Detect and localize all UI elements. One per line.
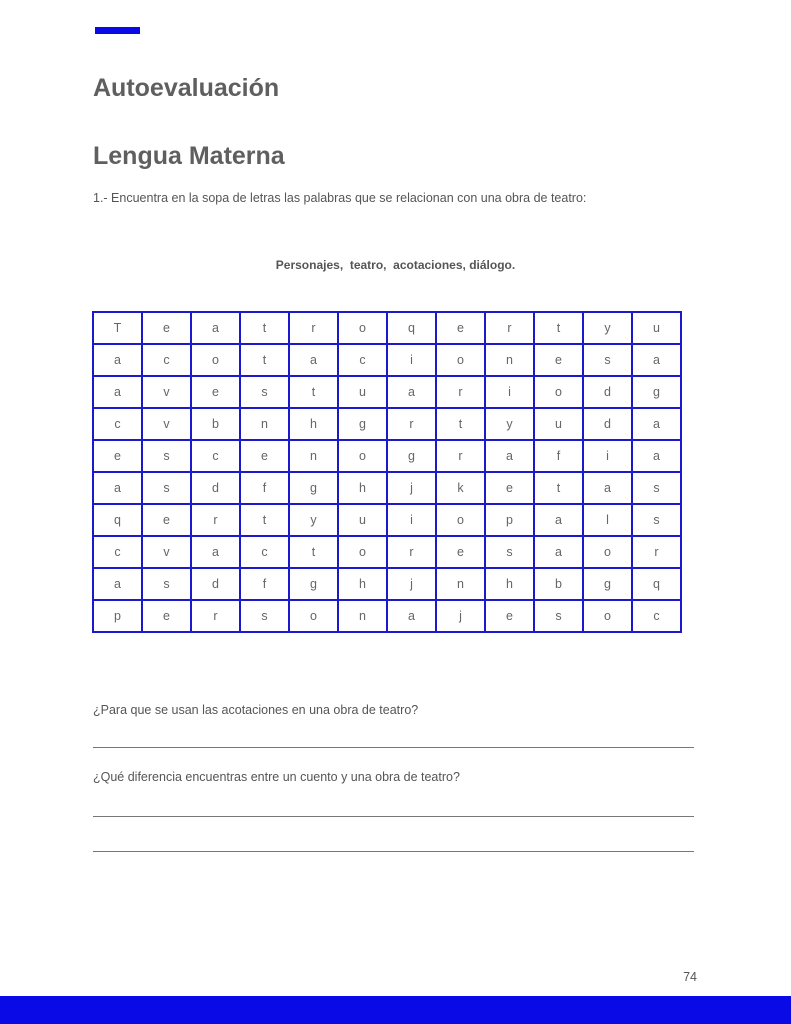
grid-cell[interactable]: u	[534, 408, 583, 440]
grid-cell[interactable]: p	[485, 504, 534, 536]
grid-cell[interactable]: a	[583, 472, 632, 504]
grid-cell[interactable]: r	[436, 440, 485, 472]
grid-cell[interactable]: q	[93, 504, 142, 536]
word-list: Personajes, teatro, acotaciones, diálogo.	[275, 258, 516, 272]
grid-cell[interactable]: t	[289, 376, 338, 408]
grid-cell[interactable]: r	[436, 376, 485, 408]
grid-cell[interactable]: y	[583, 312, 632, 344]
grid-cell[interactable]: t	[240, 312, 289, 344]
grid-cell[interactable]: a	[289, 344, 338, 376]
grid-cell[interactable]: a	[93, 376, 142, 408]
grid-cell[interactable]: e	[436, 536, 485, 568]
grid-cell[interactable]: c	[93, 536, 142, 568]
grid-cell[interactable]: a	[93, 472, 142, 504]
section-title: Lengua Materna	[93, 142, 285, 170]
grid-cell[interactable]: n	[338, 600, 387, 632]
grid-cell[interactable]: e	[142, 600, 191, 632]
grid-cell[interactable]: s	[142, 440, 191, 472]
grid-cell[interactable]: s	[240, 376, 289, 408]
grid-cell[interactable]: k	[436, 472, 485, 504]
grid-cell[interactable]: q	[632, 568, 681, 600]
grid-cell[interactable]: u	[632, 312, 681, 344]
grid-cell[interactable]: t	[240, 504, 289, 536]
grid-cell[interactable]: g	[289, 568, 338, 600]
grid-cell[interactable]: v	[142, 536, 191, 568]
grid-cell[interactable]: o	[289, 600, 338, 632]
grid-cell[interactable]: d	[583, 376, 632, 408]
grid-cell[interactable]: u	[338, 504, 387, 536]
grid-cell[interactable]: n	[485, 344, 534, 376]
grid-cell[interactable]: e	[485, 600, 534, 632]
grid-cell[interactable]: y	[289, 504, 338, 536]
grid-cell[interactable]: r	[191, 600, 240, 632]
grid-cell[interactable]: u	[338, 376, 387, 408]
grid-cell[interactable]: a	[632, 440, 681, 472]
grid-cell[interactable]: o	[191, 344, 240, 376]
grid-cell[interactable]: t	[289, 536, 338, 568]
grid-cell[interactable]: g	[632, 376, 681, 408]
grid-row	[93, 600, 681, 632]
grid-cell[interactable]: a	[191, 312, 240, 344]
grid-cell[interactable]: e	[191, 376, 240, 408]
answer-line-2[interactable]	[93, 816, 694, 817]
grid-cell[interactable]: v	[142, 408, 191, 440]
grid-cell[interactable]: e	[485, 472, 534, 504]
grid-row	[93, 504, 681, 536]
grid-cell[interactable]: l	[583, 504, 632, 536]
grid-cell[interactable]: a	[93, 344, 142, 376]
grid-row	[93, 408, 681, 440]
grid-cell[interactable]: s	[142, 568, 191, 600]
answer-line-3[interactable]	[93, 851, 694, 852]
grid-cell[interactable]: n	[436, 568, 485, 600]
page-title: Autoevaluación	[93, 74, 280, 102]
grid-row	[93, 312, 681, 344]
grid-cell[interactable]: h	[338, 568, 387, 600]
grid-cell[interactable]: s	[240, 600, 289, 632]
grid-cell[interactable]: t	[240, 344, 289, 376]
grid-row	[93, 376, 681, 408]
grid-cell[interactable]: a	[387, 600, 436, 632]
grid-cell[interactable]: s	[534, 600, 583, 632]
grid-cell[interactable]: r	[289, 312, 338, 344]
grid-row	[93, 344, 681, 376]
grid-cell[interactable]: t	[436, 408, 485, 440]
grid-cell[interactable]: f	[240, 568, 289, 600]
grid-cell[interactable]: a	[534, 504, 583, 536]
grid-cell[interactable]: a	[632, 344, 681, 376]
grid-cell[interactable]: s	[583, 344, 632, 376]
grid-cell[interactable]: h	[485, 568, 534, 600]
grid-cell[interactable]: c	[632, 600, 681, 632]
grid-cell[interactable]: a	[387, 376, 436, 408]
grid-cell[interactable]: b	[191, 408, 240, 440]
grid-cell[interactable]: v	[142, 376, 191, 408]
grid-cell[interactable]: r	[387, 408, 436, 440]
grid-cell[interactable]: n	[289, 440, 338, 472]
grid-cell[interactable]: s	[485, 536, 534, 568]
grid-cell[interactable]: e	[93, 440, 142, 472]
grid-cell[interactable]: d	[583, 408, 632, 440]
grid-cell[interactable]: a	[485, 440, 534, 472]
grid-cell[interactable]: o	[338, 312, 387, 344]
page-number: 74	[683, 970, 697, 984]
grid-cell[interactable]: g	[338, 408, 387, 440]
bottom-accent-bar	[0, 996, 791, 1024]
grid-cell[interactable]: r	[485, 312, 534, 344]
grid-cell[interactable]: a	[191, 536, 240, 568]
grid-cell[interactable]: j	[387, 472, 436, 504]
grid-cell[interactable]: d	[191, 568, 240, 600]
grid-cell[interactable]: i	[387, 344, 436, 376]
grid-cell[interactable]: s	[142, 472, 191, 504]
exercise-instruction: 1.- Encuentra en la sopa de letras las palabras que se relacionan con una obra de teatro:	[93, 191, 587, 205]
grid-cell[interactable]: a	[93, 568, 142, 600]
grid-cell[interactable]: f	[534, 440, 583, 472]
grid-cell[interactable]: o	[583, 600, 632, 632]
grid-row	[93, 536, 681, 568]
grid-cell[interactable]: o	[338, 536, 387, 568]
grid-cell[interactable]: c	[93, 408, 142, 440]
grid-cell[interactable]: p	[93, 600, 142, 632]
grid-cell[interactable]: j	[436, 600, 485, 632]
grid-cell[interactable]: i	[485, 376, 534, 408]
grid-cell[interactable]: g	[583, 568, 632, 600]
grid-cell[interactable]: d	[191, 472, 240, 504]
grid-cell[interactable]: c	[240, 536, 289, 568]
grid-cell[interactable]: h	[289, 408, 338, 440]
grid-cell[interactable]: i	[387, 504, 436, 536]
grid-cell[interactable]: o	[583, 536, 632, 568]
grid-cell[interactable]: e	[142, 504, 191, 536]
word-search-grid	[92, 311, 682, 633]
top-accent-bar	[95, 27, 140, 34]
grid-cell[interactable]: o	[436, 344, 485, 376]
grid-cell[interactable]: g	[289, 472, 338, 504]
grid-cell[interactable]: s	[632, 472, 681, 504]
grid-cell[interactable]: y	[485, 408, 534, 440]
grid-cell[interactable]: o	[534, 376, 583, 408]
grid-cell[interactable]: f	[240, 472, 289, 504]
grid-row	[93, 472, 681, 504]
grid-cell[interactable]: t	[534, 472, 583, 504]
grid-cell[interactable]: c	[142, 344, 191, 376]
grid-cell[interactable]: r	[387, 536, 436, 568]
grid-cell[interactable]: j	[387, 568, 436, 600]
question-1: ¿Para que se usan las acotaciones en una obra de teatro?	[93, 703, 419, 717]
grid-cell[interactable]: q	[387, 312, 436, 344]
grid-cell[interactable]: e	[436, 312, 485, 344]
grid-cell[interactable]: b	[534, 568, 583, 600]
grid-cell[interactable]: c	[338, 344, 387, 376]
grid-cell[interactable]: r	[632, 536, 681, 568]
grid-cell[interactable]: s	[632, 504, 681, 536]
grid-cell[interactable]: o	[338, 440, 387, 472]
grid-cell[interactable]: t	[534, 312, 583, 344]
grid-cell[interactable]: h	[338, 472, 387, 504]
grid-cell[interactable]: o	[436, 504, 485, 536]
grid-row	[93, 568, 681, 600]
grid-cell[interactable]: e	[142, 312, 191, 344]
grid-cell[interactable]: a	[632, 408, 681, 440]
grid-cell[interactable]: e	[534, 344, 583, 376]
grid-cell[interactable]: n	[240, 408, 289, 440]
grid-cell[interactable]: g	[387, 440, 436, 472]
grid-cell[interactable]: T	[93, 312, 142, 344]
grid-cell[interactable]: a	[534, 536, 583, 568]
grid-row	[93, 440, 681, 472]
grid-cell[interactable]: r	[191, 504, 240, 536]
grid-cell[interactable]: c	[191, 440, 240, 472]
grid-cell[interactable]: i	[583, 440, 632, 472]
question-2: ¿Qué diferencia encuentras entre un cuento y una obra de teatro?	[93, 770, 460, 784]
answer-line-1[interactable]	[93, 747, 694, 748]
grid-cell[interactable]: e	[240, 440, 289, 472]
